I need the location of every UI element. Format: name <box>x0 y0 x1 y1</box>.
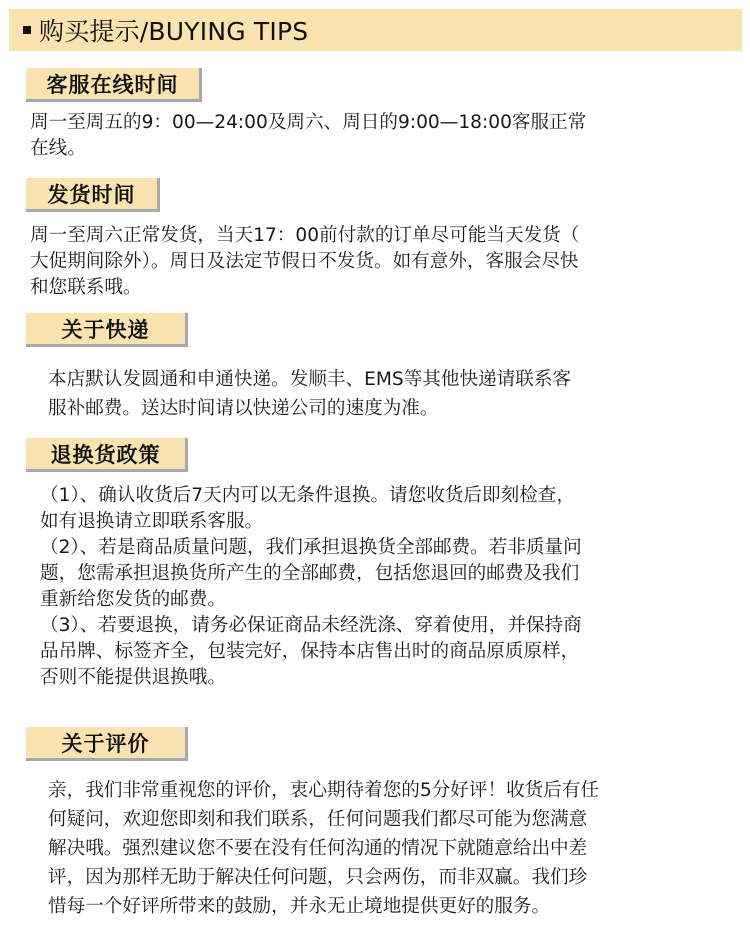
section-heading-shipping-time: 发货时间 <box>26 178 160 212</box>
page-header <box>9 9 742 51</box>
text-line: 何疑问，欢迎您即刻和我们联系，任何问题我们都尽可能为您满意 <box>48 809 588 830</box>
page-title: 购买提示/BUYING TIPS <box>39 17 309 46</box>
text-line: 重新给您发货的邮费。 <box>40 589 226 610</box>
text-line: （1）、确认收货后7天内可以无条件退换。请您收货后即刻检查， <box>40 485 575 506</box>
text-line: （3）、若要退换，请务必保证商品未经洗涤、穿着使用，并保持商 <box>40 615 582 636</box>
text-line: （2）、若是商品质量问题，我们承担退换货全部邮费。若非质量问 <box>40 537 582 558</box>
text-line: 周一至周五的9：00—24:00及周六、周日的9:00—18:00客服正常 <box>30 112 587 133</box>
section-heading-reviews: 关于评价 <box>26 727 188 761</box>
section-body-return-policy <box>40 483 582 691</box>
section-body-service-hours <box>30 110 586 162</box>
text-line: 评，因为那样无助于解决任何问题，只会两伤，而非双赢。我们珍 <box>48 867 588 888</box>
text-line: 品吊牌、标签齐全，包装完好，保持本店售出时的商品原质原样， <box>40 641 580 662</box>
text-line: 和您联系哦。 <box>30 277 142 298</box>
text-line: 在线。 <box>30 138 86 159</box>
section-heading-courier: 关于快递 <box>26 313 188 347</box>
text-line: 周一至周六正常发货，当天17：00前付款的订单尽可能当天发货（ <box>30 225 580 246</box>
section-heading-service-hours: 客服在线时间 <box>26 68 202 102</box>
text-line: 题，您需承担退换货所产生的全部邮费，包括您退回的邮费及我们 <box>40 563 580 584</box>
text-line: 亲，我们非常重视您的评价，衷心期待着您的5分好评！收货后有任 <box>48 780 600 801</box>
text-line: 大促期间除外）。周日及法定节假日不发货。如有意外，客服会尽快 <box>30 251 579 272</box>
section-body-shipping-time <box>30 223 579 301</box>
text-line: 解决哦。强烈建议您不要在没有任何沟通的情况下就随意给出中差 <box>48 838 588 859</box>
section-body-reviews <box>48 776 599 921</box>
text-line: 否则不能提供退换哦。 <box>40 667 226 688</box>
section-heading-return-policy: 退换货政策 <box>26 438 188 472</box>
section-body-courier <box>48 365 571 423</box>
text-line: 惜每一个好评所带来的鼓励，并永无止境地提供更好的服务。 <box>48 896 551 917</box>
text-line: 本店默认发圆通和申通快递。发顺丰、EMS等其他快递请联系客 <box>48 369 572 390</box>
text-line: 服补邮费。送达时间请以快递公司的速度为准。 <box>48 398 439 419</box>
text-line: 如有退换请立即联系客服。 <box>40 511 264 532</box>
bullet-square-icon <box>23 26 31 34</box>
